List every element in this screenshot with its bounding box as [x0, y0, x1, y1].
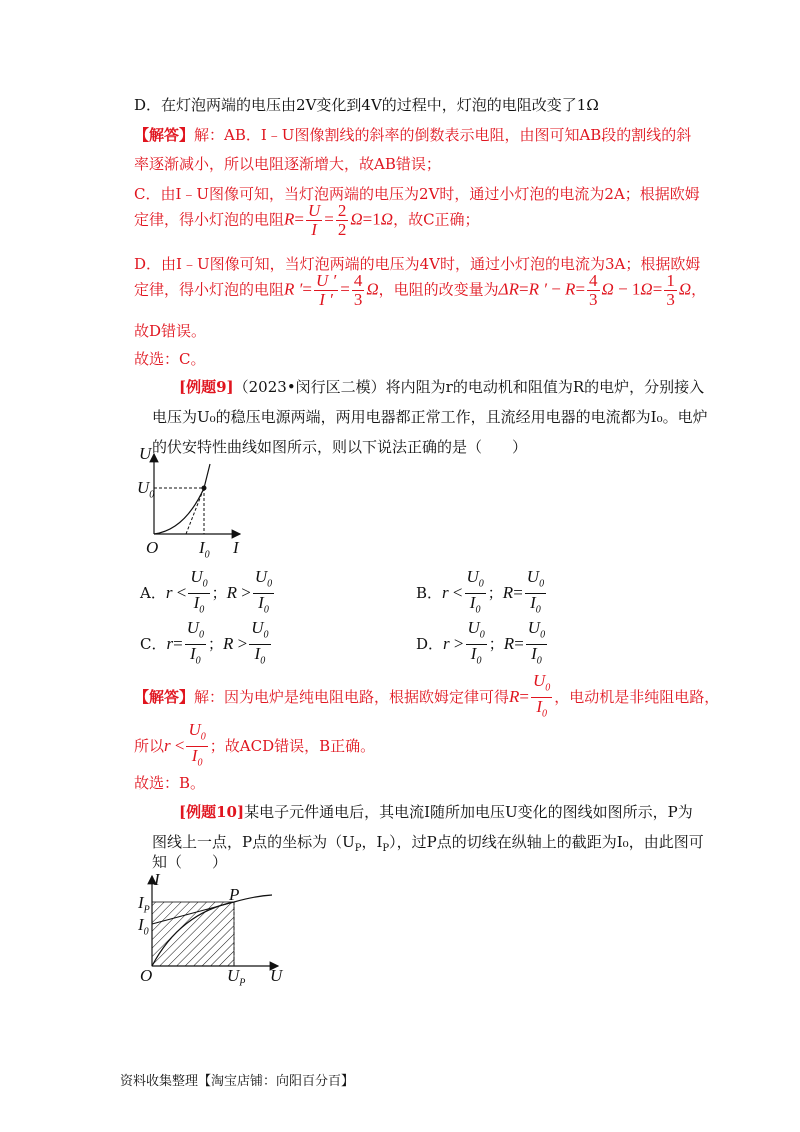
ex9-answer-line-2: 所以r < $\frac{U_0}{I_0}$ ；故ACD错误，B正确。 [134, 720, 376, 769]
example-9-text-1: （2023•闵行区二模）将内阻为r的电动机和阻值为R的电炉，分别接入 [233, 378, 705, 396]
i0-label-sub: 0 [143, 926, 149, 938]
up-letter: U [227, 966, 240, 985]
answer-text-1: 解：AB．I﹣U图像割线的斜率的倒数表示电阻，由图可知AB段的割线的斜 [194, 126, 692, 144]
option-d: D．r > $\frac{U_0}{I_0}$ ；R= $\frac{U_0}{I_0}$ [416, 618, 546, 667]
ex9-answer-choice: 故选：B。 [134, 774, 206, 792]
example-9-line-3: 的伏安特性曲线如图所示，则以下说法正确的是（ ） [152, 438, 528, 456]
graph9-i0-label [199, 538, 210, 560]
answer-line-4: 定律，得小灯泡的电阻R= $\frac{U}{I}$ = $\frac{2}{2}$ Ω=1Ω，故C正确； [134, 201, 480, 239]
answer-text-4a: 定律，得小灯泡的电阻 [134, 210, 285, 229]
answer-line-5: D．由I﹣U图像可知，当灯泡两端的电压为4V时，通过小灯泡的电流为3A；根据欧姆 [134, 255, 701, 273]
example-10-line-1 [179, 801, 693, 822]
ex9-answer-text-2a: 所以 [134, 736, 165, 755]
option-b-label: B． [416, 583, 443, 602]
characteristic-curve [154, 464, 210, 534]
fraction-u-over-i: $\frac{U}{I}$ [308, 201, 321, 239]
example-10-text-1: 某电子元件通电后，其电流I随所加电压U变化的图线如图所示，P为 [244, 803, 693, 821]
graph10-origin: O [140, 966, 153, 985]
option-a-label: A． [140, 583, 166, 602]
ex9-answer-line-1: 【解答】解：因为电炉是纯电阻电路，根据欧姆定律可得R= $\frac{U_0}{I_0}$ ，电动机是非纯阻电路， [134, 671, 720, 720]
graph10-up-label [227, 966, 245, 988]
i0-letter: I [199, 538, 205, 557]
example-10-line-3: 知（ ） [152, 853, 228, 871]
ex9-answer-text-1b: ，电动机是非纯阻电路， [554, 687, 720, 706]
answer-choice: 故选：C。 [134, 350, 206, 368]
graph9-u0-label [137, 478, 154, 500]
graph10-ip-label [138, 893, 150, 915]
example-10-text-2c: ），过P点的切线在纵轴上的截距为I₀，由此图可 [389, 833, 704, 851]
option-c: C．r= $\frac{U_0}{I_0}$ ；R > $\frac{U_0}{I_0}$ [140, 618, 269, 667]
u0-letter: U [137, 478, 150, 497]
answer-line-6: 定律，得小灯泡的电阻R ′= $\frac{U '}{I '}$ = $\frac{4}{3}$ Ω，电阻的改变量为ΔR=R ′ − R= $\frac{4}{3}$ Ω − 1Ω= $\frac{1}{3}$ Ω， [134, 271, 707, 309]
option-d-previous: D．在灯泡两端的电压由2V变化到4V的过程中，灯泡的电阻改变了1Ω [134, 96, 599, 114]
fraction-u-prime-over-i-prime: $\frac{U '}{I '}$ [315, 271, 337, 309]
hatched-area [152, 902, 234, 966]
answer-line-1 [134, 124, 691, 145]
ex9-answer-text-2b: ；故ACD错误，B正确。 [209, 736, 376, 755]
example-10-text-2a: 图线上一点，P点的坐标为（U [152, 833, 355, 851]
operating-point [202, 486, 207, 491]
i0-sub: 0 [204, 549, 210, 561]
example-9-line-1 [179, 376, 704, 397]
up-sub: P [354, 843, 362, 854]
tangent-line [186, 488, 204, 534]
graph10-x-label: U [270, 966, 283, 985]
graph9-origin: O [146, 538, 159, 557]
answer-line-2: 率逐渐减小，所以电阻逐渐增大，故AB错误； [134, 155, 441, 173]
i0-letter: I [138, 915, 144, 934]
u0-sub: 0 [149, 489, 155, 501]
answer-text-6c: ， [691, 280, 707, 299]
answer-text-6b: ，电阻的改变量为 [378, 280, 499, 299]
page-footer: 资料收集整理【淘宝店铺：向阳百分百】 [120, 1074, 355, 1089]
example-9-line-2: 电压为U₀的稳压电源两端，两用电器都正常工作，且流经用电器的电流都为I₀。电炉 [152, 408, 708, 426]
answer-tag: 【解答】 [134, 126, 195, 144]
answer-text-6a: 定律，得小灯泡的电阻 [134, 280, 285, 299]
fraction-4-over-3-b: $\frac{4}{3}$ [589, 271, 598, 309]
up-label-sub: P [239, 977, 246, 989]
example-10-line-2 [152, 831, 704, 854]
option-c-label: C． [140, 634, 167, 653]
ip-label-sub: P [143, 904, 150, 916]
answer-line-3: C．由I﹣U图像可知，当灯泡两端的电压为2V时，通过小灯泡的电流为2A；根据欧姆 [134, 185, 700, 203]
option-a: A．r < $\frac{U_0}{I_0}$ ；R > $\frac{U_0}{I_0}$ [140, 567, 273, 616]
ex9-answer-text-1a: 解：因为电炉是纯电阻电路，根据欧姆定律可得 [194, 687, 510, 706]
example-10-text-2b: ，I [361, 833, 383, 851]
fraction-4-over-3: $\frac{4}{3}$ [353, 271, 363, 309]
ip-letter: I [138, 893, 144, 912]
ex9-answer-tag: 【解答】 [134, 687, 195, 706]
graph10-point-p: P [229, 885, 240, 904]
ip-sub: P [382, 843, 390, 854]
graph9-x-label: I [233, 538, 239, 557]
example-9-label: [例题9] [179, 378, 234, 396]
graph9-y-label: U [139, 444, 152, 463]
option-d-label: D． [416, 634, 444, 653]
example-10-label: [例题10] [179, 803, 245, 821]
answer-text-4b: ，故C正确； [393, 210, 480, 229]
option-b: B．r < $\frac{U_0}{I_0}$ ；R= $\frac{U_0}{I_0}$ [416, 567, 545, 616]
fraction-1-over-3: $\frac{1}{3}$ [666, 271, 675, 309]
answer-line-7: 故D错误。 [134, 322, 207, 340]
fraction-2-over-2: $\frac{2}{2}$ [337, 201, 347, 239]
graph10-i0-label [138, 915, 149, 937]
graph10-y-label: I [154, 870, 160, 889]
